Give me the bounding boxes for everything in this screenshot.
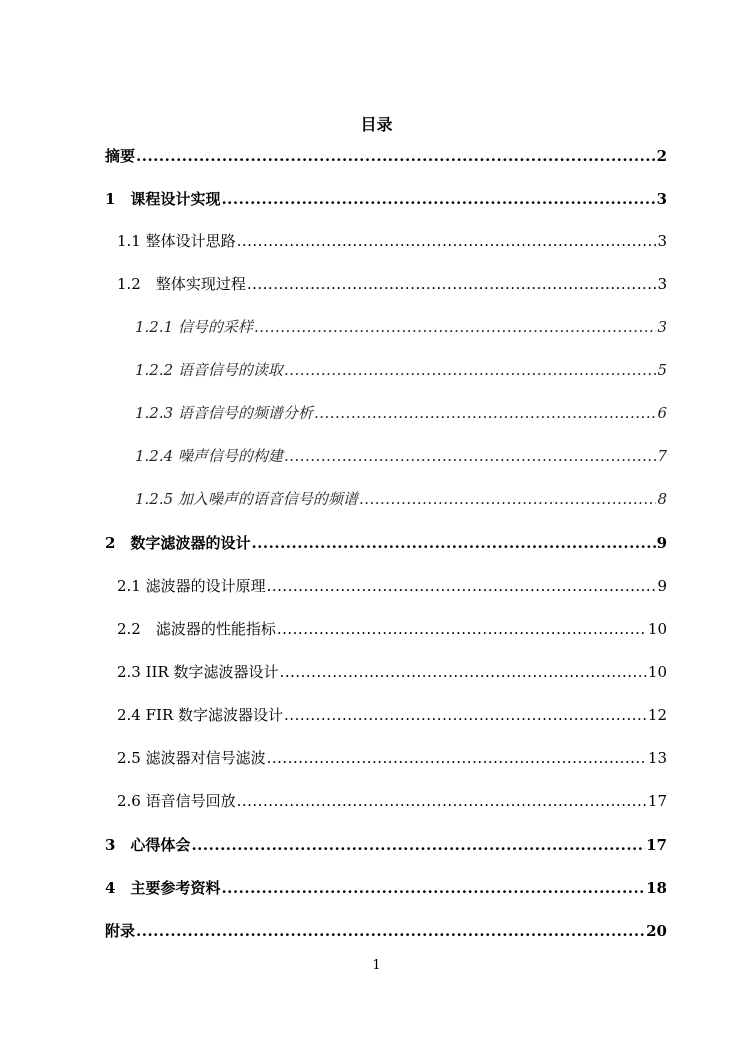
toc-dot-leader — [191, 835, 645, 855]
toc-dot-leader — [136, 921, 645, 941]
toc-entry-page: 2 — [656, 147, 667, 165]
toc-entry-page: 17 — [647, 792, 667, 810]
toc-dot-leader — [280, 662, 647, 682]
toc-entry-label: 1.2.2 语音信号的读取 — [135, 361, 283, 379]
toc-dot-leader — [237, 791, 647, 811]
toc-entry[interactable] — [117, 662, 667, 682]
toc-entry-page: 18 — [646, 879, 667, 897]
toc-entry[interactable] — [117, 576, 667, 596]
toc-entry-page: 12 — [647, 706, 667, 724]
toc-dot-leader — [284, 446, 657, 466]
toc-entry-label: 4 主要参考资料 — [105, 879, 221, 897]
toc-entry-page: 17 — [646, 836, 667, 854]
toc-entry[interactable] — [135, 489, 667, 509]
toc-entry-page: 9 — [657, 577, 667, 595]
toc-dot-leader — [136, 146, 656, 166]
toc-entry-page: 3 — [657, 318, 667, 336]
toc-entry[interactable] — [117, 231, 667, 251]
toc-entry-page: 6 — [657, 404, 667, 422]
toc-dot-leader — [237, 231, 657, 251]
toc-entry[interactable] — [117, 705, 667, 725]
toc-entry-page: 3 — [657, 275, 667, 293]
toc-entry-page: 10 — [647, 663, 667, 681]
toc-entry[interactable] — [105, 189, 667, 209]
toc-entry-label: 2.4 FIR 数字滤波器设计 — [117, 706, 284, 724]
toc-entry[interactable] — [117, 791, 667, 811]
toc-entry-label: 1.1 整体设计思路 — [117, 232, 236, 250]
toc-entry[interactable] — [105, 835, 667, 855]
toc-dot-leader — [251, 533, 655, 553]
toc-entry-page: 13 — [647, 749, 667, 767]
toc-entry-page: 8 — [657, 490, 667, 508]
toc-entry-label: 1.2.5 加入噪声的语音信号的频谱 — [135, 490, 358, 508]
toc-entry[interactable] — [135, 317, 667, 337]
toc-dot-leader — [221, 878, 645, 898]
toc-entry-label: 3 心得体会 — [105, 836, 191, 854]
toc-entry-page: 9 — [656, 534, 667, 552]
toc-entry[interactable] — [105, 921, 667, 941]
toc-entry-label: 1.2.4 噪声信号的构建 — [135, 447, 283, 465]
toc-entry-label: 2.2 滤波器的性能指标 — [117, 620, 276, 638]
toc-entry-label: 1.2.3 语音信号的频谱分析 — [135, 404, 313, 422]
toc-entry-label: 2 数字滤波器的设计 — [105, 534, 251, 552]
toc-entry-label: 1.2.1 信号的采样 — [135, 318, 253, 336]
toc-dot-leader — [359, 489, 657, 509]
toc-dot-leader — [247, 274, 657, 294]
toc-title: 目录 — [360, 115, 393, 134]
toc-entry-page: 7 — [657, 447, 667, 465]
toc-entry[interactable] — [135, 360, 667, 380]
toc-dot-leader — [314, 403, 657, 423]
toc-entry[interactable] — [135, 403, 667, 423]
toc-entry[interactable] — [117, 748, 667, 768]
toc-entry-page: 10 — [647, 620, 667, 638]
toc-dot-leader — [284, 360, 657, 380]
toc-dot-leader — [254, 317, 657, 337]
toc-entry-label: 摘要 — [105, 147, 136, 165]
toc-dot-leader — [267, 576, 657, 596]
toc-entry-page: 20 — [646, 922, 667, 940]
toc-entry-label: 1 课程设计实现 — [105, 190, 221, 208]
toc-entry[interactable] — [135, 446, 667, 466]
toc-entry-label: 2.1 滤波器的设计原理 — [117, 577, 266, 595]
toc-entry-label: 2.6 语音信号回放 — [117, 792, 236, 810]
toc-entry-label: 附录 — [105, 922, 136, 940]
toc-dot-leader — [221, 189, 655, 209]
toc-dot-leader — [277, 619, 647, 639]
toc-entry[interactable] — [105, 533, 667, 553]
toc-entry[interactable] — [117, 274, 667, 294]
toc-dot-leader — [284, 705, 647, 725]
toc-entry-page: 5 — [657, 361, 667, 379]
toc-entry-label: 1.2 整体实现过程 — [117, 275, 246, 293]
toc-entry-page: 3 — [657, 232, 667, 250]
toc-entry[interactable] — [105, 878, 667, 898]
toc-entry-page: 3 — [656, 190, 667, 208]
toc-entry-label: 2.5 滤波器对信号滤波 — [117, 749, 266, 767]
toc-entry[interactable] — [117, 619, 667, 639]
toc-dot-leader — [267, 748, 647, 768]
page-number: 1 — [372, 958, 381, 973]
toc-entry-label: 2.3 IIR 数字滤波器设计 — [117, 663, 279, 681]
toc-entry[interactable] — [105, 146, 667, 166]
